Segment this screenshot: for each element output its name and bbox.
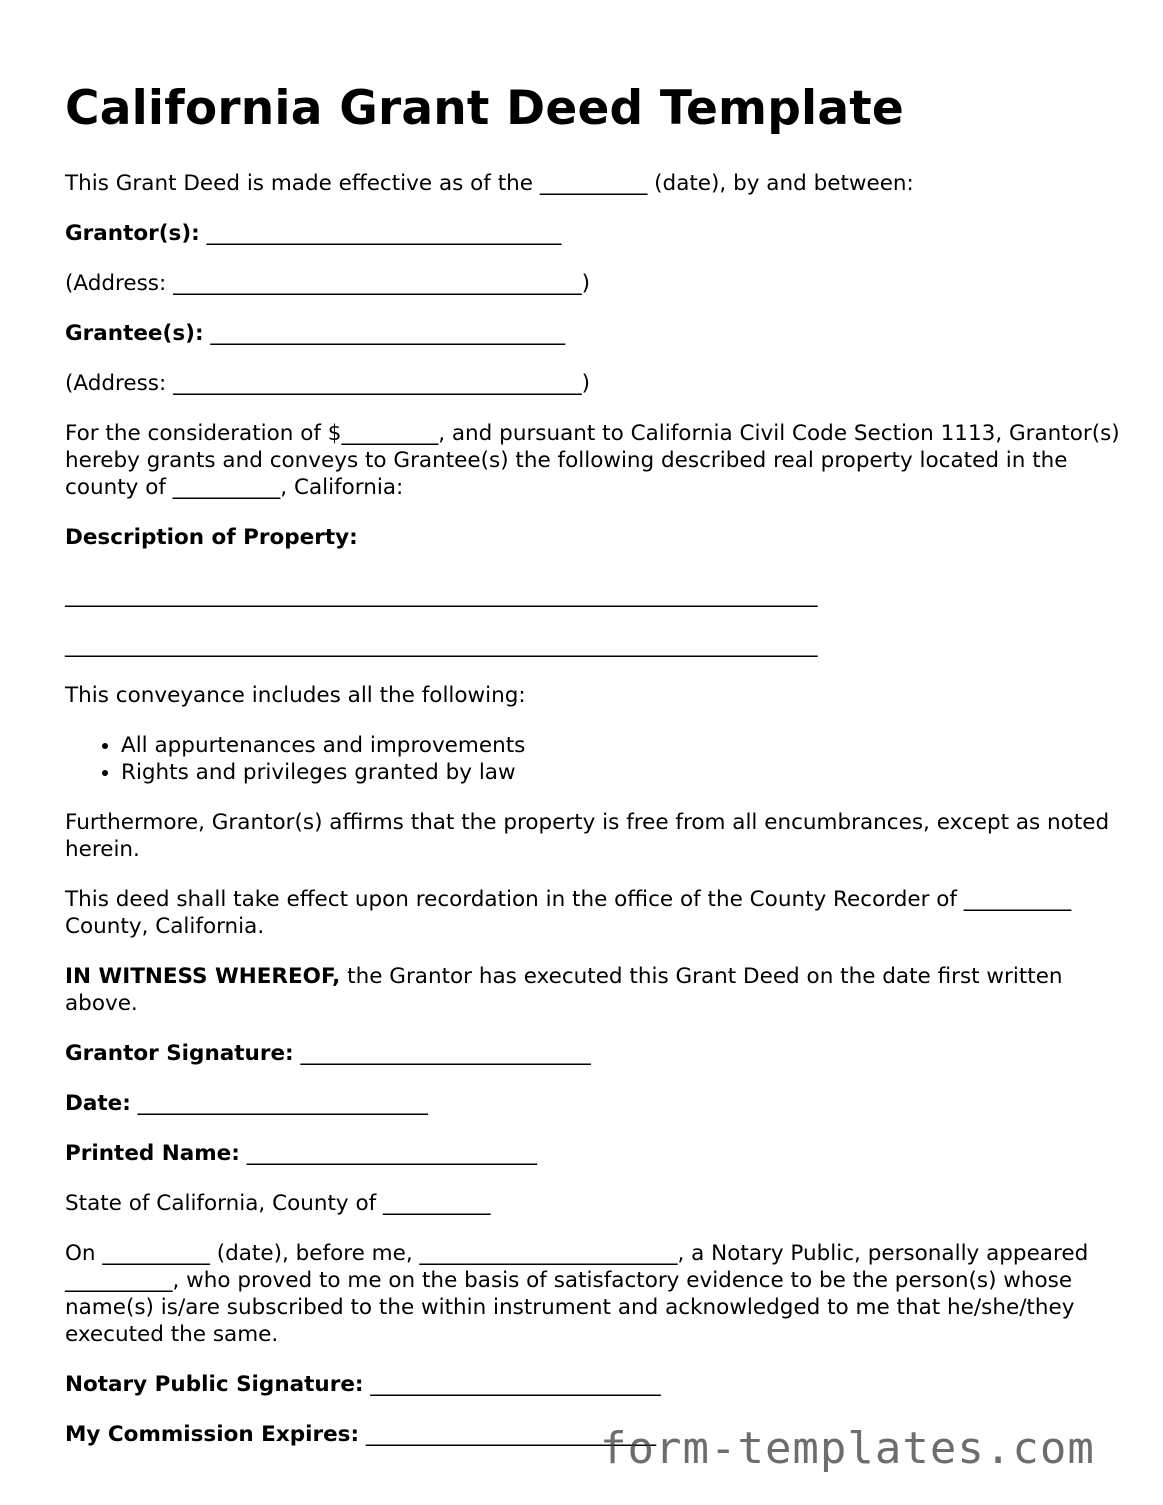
notary-paragraph: On __________ (date), before me, ________________________, a Notary Public, personally appeared __________, who proved to me on the basis of satisfactory evidence to be the person(s) whose name(s) is/are subscribed to the within instrument and acknowledged to me that he/she/they executed the same. (65, 1241, 1096, 1347)
conveyance-intro: This conveyance includes all the following: (65, 683, 526, 708)
printed-name-blank[interactable]: ___________________________ (239, 1141, 537, 1166)
encumbrances-paragraph: Furthermore, Grantor(s) affirms that the property is free from all encumbrances, except as noted herein. (65, 810, 1116, 862)
grantor-signature-blank[interactable]: ___________________________ (293, 1041, 591, 1066)
printed-name-label: Printed Name: (65, 1141, 240, 1166)
date-blank[interactable]: ___________________________ (130, 1091, 428, 1116)
list-item: • All appurtenances and improvements (121, 732, 1125, 759)
page-title: California Grant Deed Template (65, 81, 905, 136)
grantor-address[interactable]: (Address: ______________________________________) (65, 271, 590, 296)
witness-text: the Grantor has executed this Grant Deed on the date first written above. (65, 964, 1070, 1016)
date-label: Date: (65, 1091, 131, 1116)
notary-signature-label: Notary Public Signature: (65, 1372, 364, 1397)
notary-signature-blank[interactable]: ___________________________ (363, 1372, 661, 1397)
grantee-blank[interactable]: _________________________________ (203, 321, 566, 346)
intro-paragraph: This Grant Deed is made effective as of the __________ (date), by and between: (65, 171, 914, 196)
printed-name-line (65, 1140, 1125, 1167)
description-line-2[interactable]: ______________________________________________________________________ (65, 633, 818, 658)
description-label: Description of Property: (65, 525, 358, 550)
witness-bold: IN WITNESS WHEREOF, (65, 964, 341, 989)
grantor-label: Grantor(s): (65, 221, 200, 246)
notary-signature-line (65, 1371, 1125, 1398)
date-line (65, 1090, 1125, 1117)
grantee-line (65, 320, 1125, 347)
grantor-line (65, 220, 1125, 247)
consideration-paragraph: For the consideration of $_________, and pursuant to California Civil Code Section 1113, Grantor(s) hereby grants and conveys to Grantee(s) the following described real property located in the county of __________, California: (65, 421, 1127, 500)
list-item: • Rights and privileges granted by law (121, 759, 1125, 786)
conveyance-list (65, 732, 1125, 786)
watermark: form-templates.com (600, 1423, 1095, 1474)
commission-blank[interactable]: ___________________________ (359, 1422, 657, 1447)
grantor-blank[interactable]: _________________________________ (199, 221, 562, 246)
commission-label: My Commission Expires: (65, 1422, 360, 1447)
state-county-line: State of California, County of __________ (65, 1191, 491, 1216)
grantor-signature-line (65, 1040, 1125, 1067)
document-page (65, 78, 1125, 1471)
description-line-1[interactable]: ______________________________________________________________________ (65, 583, 818, 608)
grantee-address[interactable]: (Address: ______________________________________) (65, 371, 590, 396)
witness-paragraph (65, 963, 1125, 1017)
grantee-label: Grantee(s): (65, 321, 204, 346)
effect-paragraph: This deed shall take effect upon recordation in the office of the County Recorder of __________ County, California. (65, 887, 1079, 939)
grantor-signature-label: Grantor Signature: (65, 1041, 294, 1066)
